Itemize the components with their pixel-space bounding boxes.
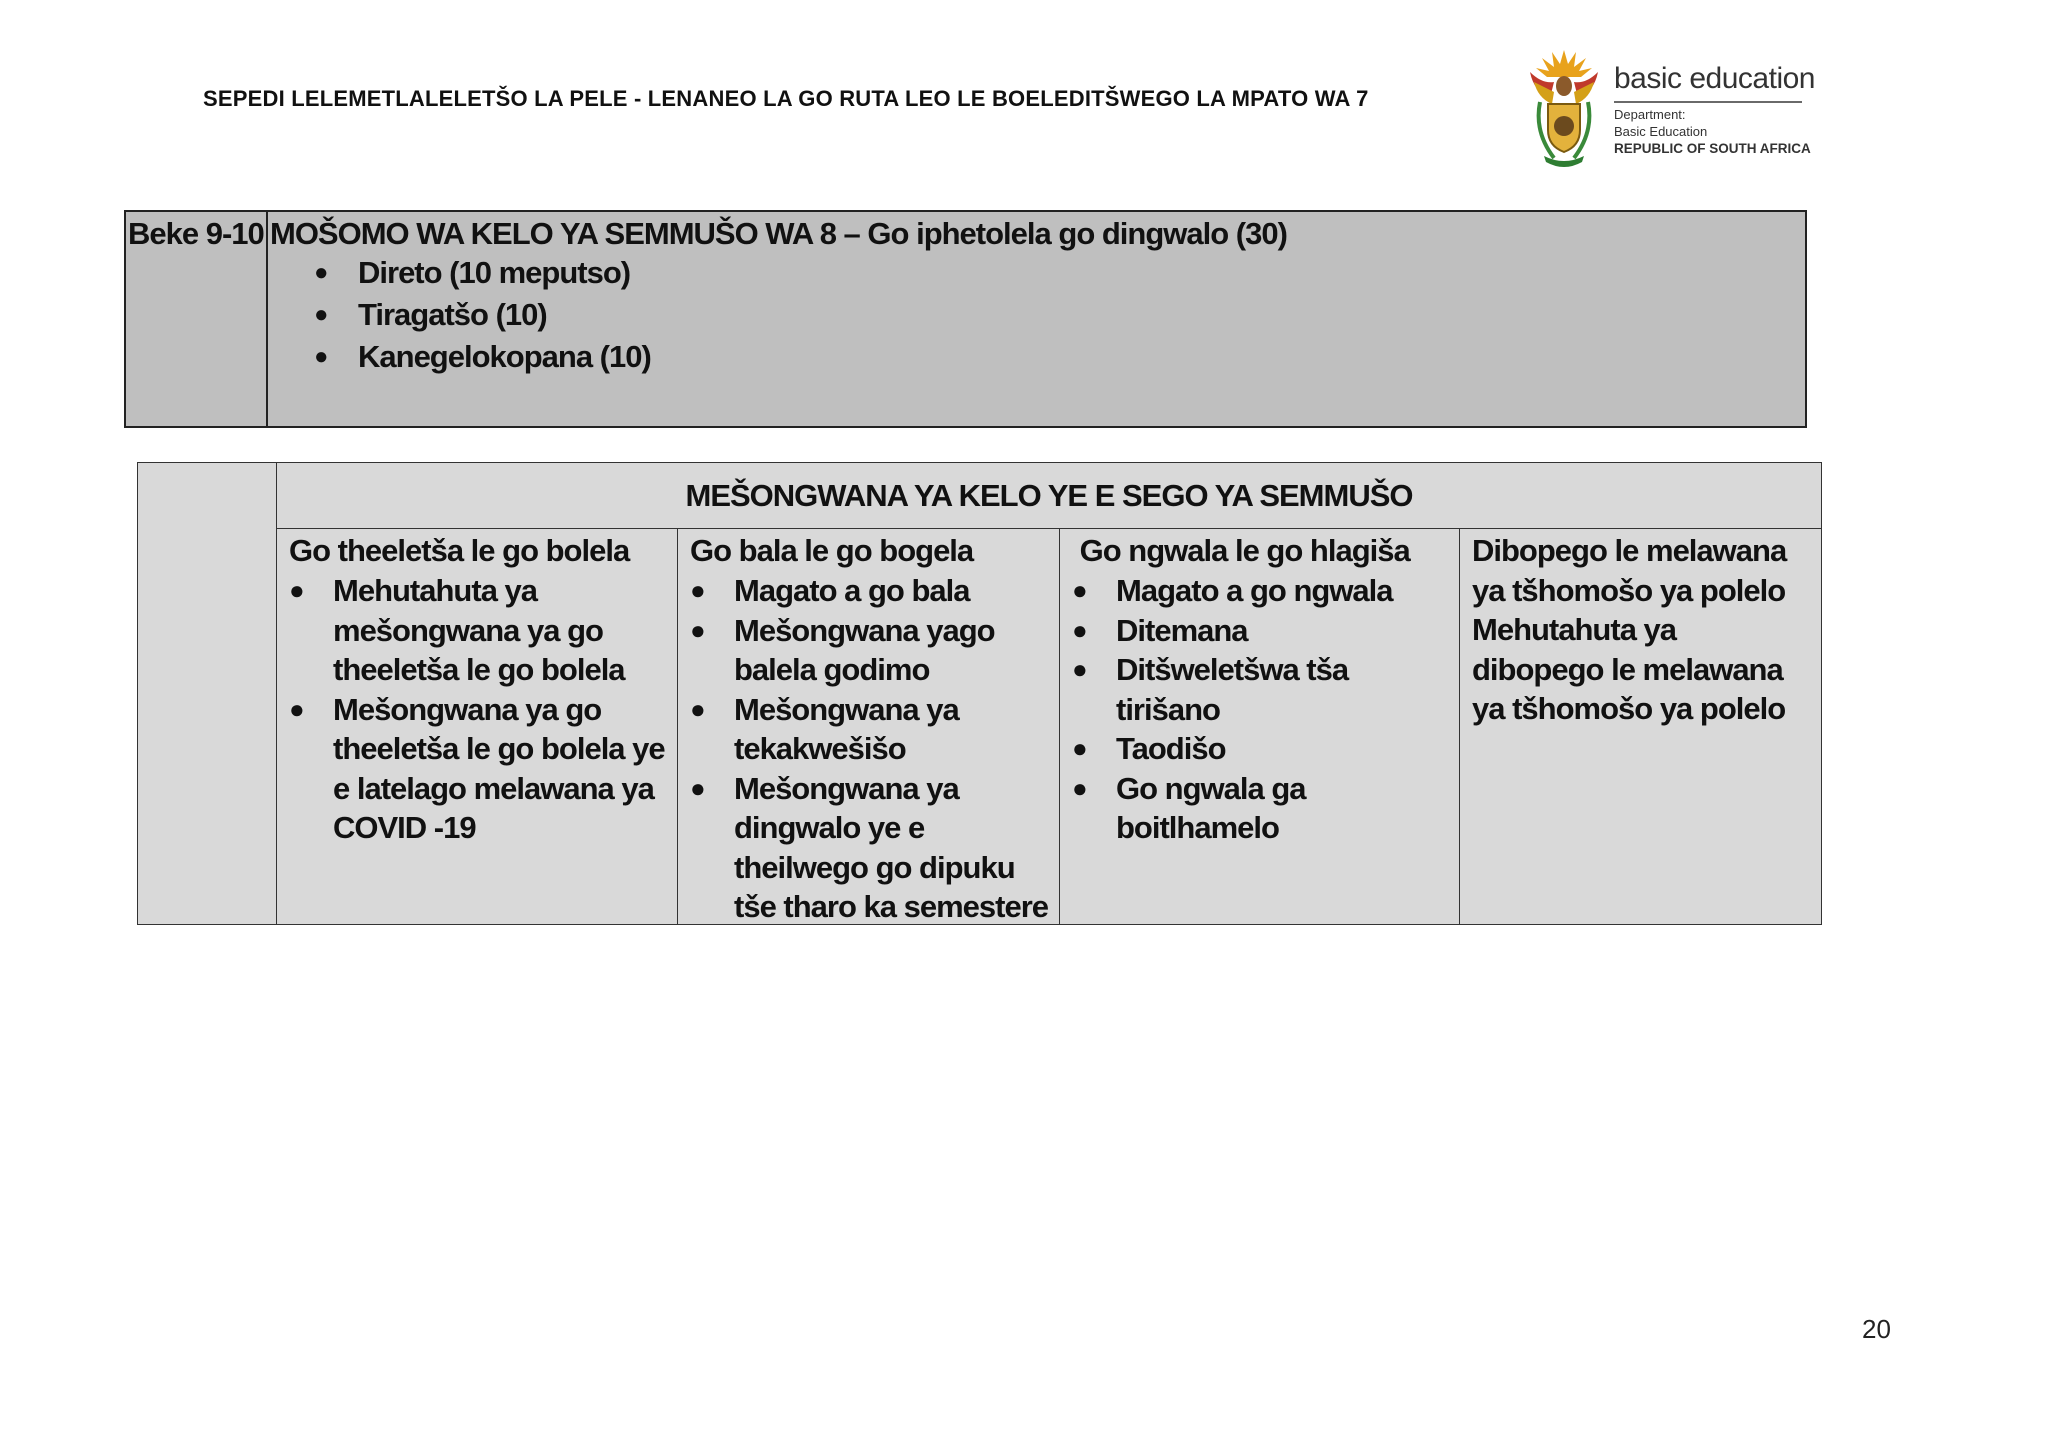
column-heading: Go bala le go bogela: [690, 533, 974, 568]
list-item: ● Magato a go bala: [690, 571, 1051, 611]
column-heading: Go theeletša le go bolela: [289, 533, 630, 568]
task-title: MOŠOMO WA KELO YA SEMMUŠO WA 8 – Go iphetolela go dingwalo (30): [270, 216, 1287, 251]
coat-of-arms-icon: [1524, 42, 1604, 172]
column-language-structures: [1459, 529, 1821, 924]
bullet-icon: ●: [690, 693, 705, 724]
week-cell: Beke 9-10: [126, 212, 268, 426]
bullet-icon: ●: [690, 575, 705, 605]
task-items-list: [314, 252, 1805, 378]
bullet-icon: ●: [1072, 733, 1087, 763]
column-reading-viewing: [677, 529, 1059, 924]
bullet-icon: ●: [690, 614, 705, 645]
column-items: [289, 571, 669, 848]
list-item: ● Mešongwana ya go theeletša le go bolela ye e latelago melawana ya COVID -19: [289, 691, 665, 845]
logo-department-label: Department:: [1614, 107, 1686, 122]
bullet-icon: ●: [690, 772, 705, 803]
bullet-icon: ●: [289, 693, 304, 724]
list-item: ● Go ngwala ga boitlhamelo: [1072, 770, 1306, 845]
informal-assessment-table: [137, 462, 1822, 925]
table-heading: MEŠONGWANA YA KELO YE E SEGO YA SEMMUŠO: [277, 463, 1821, 529]
list-item: ● Mešongwana ya dingwalo ye e theilwego go dipuku tše tharo ka semestere: [690, 770, 1049, 924]
logo-title: basic education: [1614, 62, 1815, 95]
list-item: ● Taodišo: [1072, 729, 1451, 769]
column-listening-speaking: [277, 529, 677, 924]
formal-assessment-table: [124, 210, 1807, 428]
bullet-icon: ●: [314, 301, 328, 328]
list-item: ● Ditemana: [1072, 611, 1451, 651]
dbe-logo: [1524, 42, 1814, 172]
page-number: 20: [1862, 1314, 1891, 1344]
bullet-icon: ●: [314, 259, 328, 286]
list-item: ● Mešongwana yago balela godimo: [690, 612, 995, 687]
list-item: ● Magato a go ngwala: [1072, 571, 1451, 611]
column-heading: Dibopego le melawana ya tšhomošo ya polelo: [1472, 533, 1787, 608]
bullet-icon: ●: [1072, 654, 1087, 684]
logo-divider: [1614, 101, 1802, 103]
bullet-icon: ●: [289, 575, 304, 605]
column-items: [690, 571, 1051, 927]
column-heading: Go ngwala le go hlagiša: [1072, 533, 1410, 568]
empty-week-cell: [138, 463, 277, 924]
column-items: [1072, 571, 1451, 848]
bullet-icon: ●: [314, 343, 328, 370]
list-item: ● Mešongwana ya tekakwešišo: [690, 691, 959, 766]
list-item: ● Direto (10 meputso): [314, 252, 1805, 294]
document-header-title: SEPEDI LELEMETLALELETŠO LA PELE - LENANEO LA GO RUTA LEO LE BOELEDITŠWEGO LA MPATO WA 7: [203, 86, 1369, 111]
bullet-icon: ●: [1072, 575, 1087, 605]
bullet-icon: ●: [1072, 614, 1087, 645]
list-item: ● Ditšweletšwa tša tirišano: [1072, 652, 1349, 727]
logo-department-name: Basic Education: [1614, 124, 1708, 139]
logo-country: REPUBLIC OF SOUTH AFRICA: [1614, 141, 1811, 156]
list-item: ● Tiragatšo (10): [314, 294, 1805, 336]
list-item: ● Kanegelokopana (10): [314, 336, 1805, 378]
bullet-icon: ●: [1072, 772, 1087, 803]
column-writing-presenting: [1059, 529, 1459, 924]
task-cell: [268, 212, 1805, 426]
list-item: ● Mehutahuta ya mešongwana ya go theeletša le go bolela: [289, 573, 625, 687]
column-text: Mehutahuta ya dibopego le melawana ya tšhomošo ya polelo: [1472, 612, 1786, 726]
